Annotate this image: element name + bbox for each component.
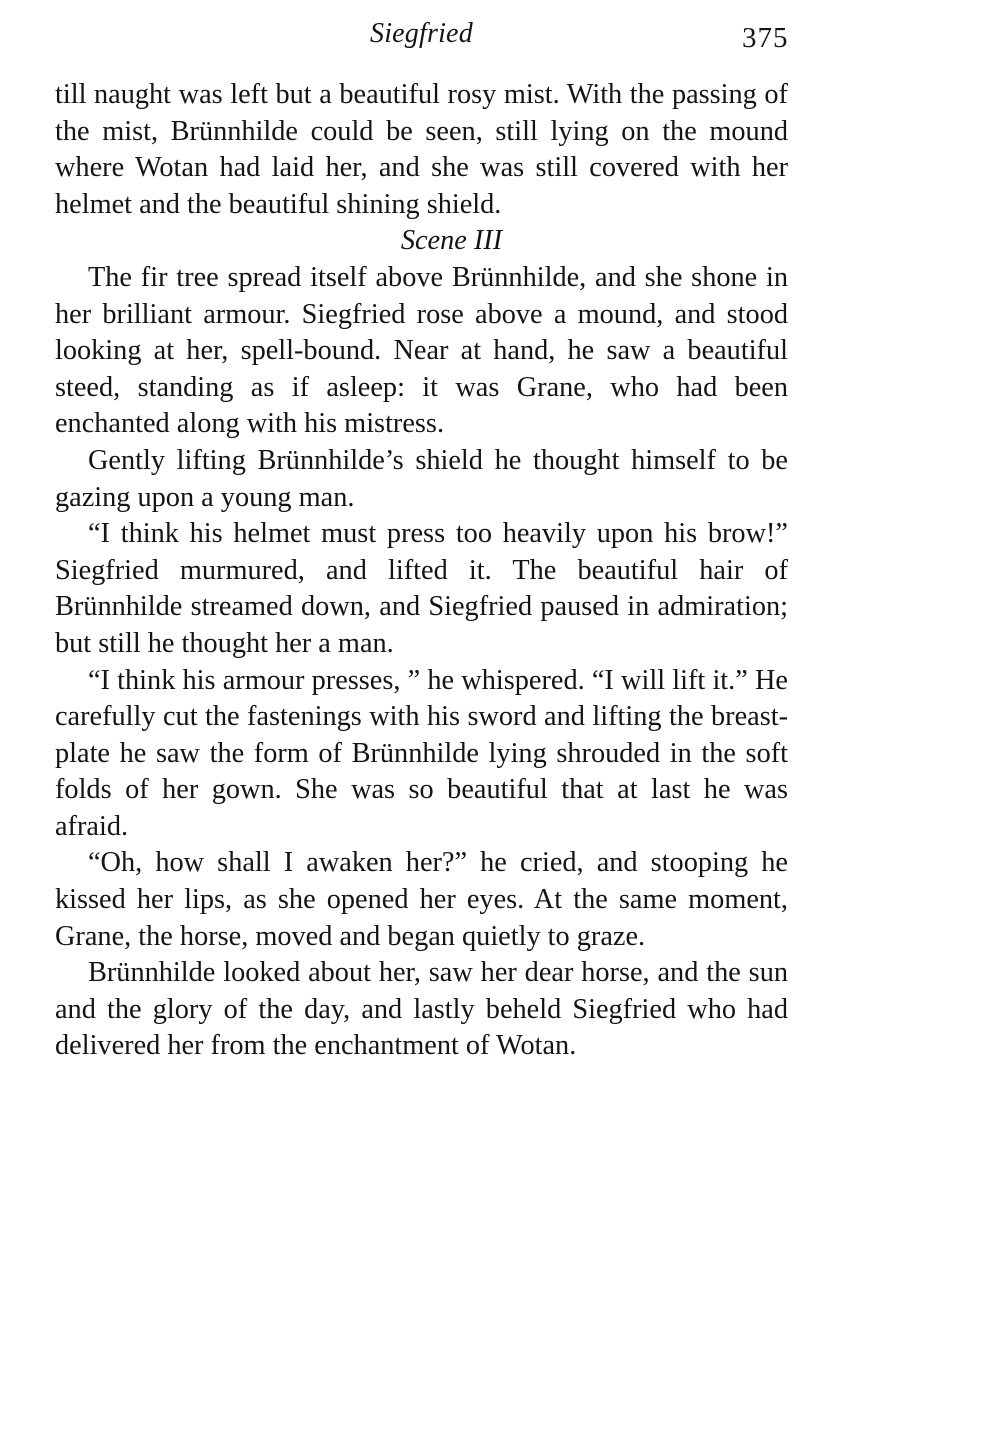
paragraph: “I think his helmet must press too heavily upon his brow!” Siegfried murmured, and lifted it. The beautiful hair of Brünnhilde streamed down, and Siegfried paused in admiration; but still he thought her a man. [55, 518, 788, 659]
scene-heading: Scene III [400, 225, 503, 257]
paragraph: Brünnhilde looked about her, saw her dear horse, and the sun and the glory of the day, and lastly beheld Siegfried who had delivered her from the enchantment of Wotan. [55, 957, 788, 1062]
paragraph: The fir tree spread itself above Brünnhilde, and she shone in her brilliant armour. Siegfried rose above a mound, and stood looking at her, spell-bound. Near at hand, he saw a beautiful steed, standing as if asleep: it was Grane, who had been enchanted along with his mistress. [55, 261, 788, 440]
paragraph: Gently lifting Brünnhilde’s shield he thought himself to be gazing upon a young man. [55, 444, 788, 513]
paragraph-continued: till naught was left but a beautiful rosy mist. With the passing of the mist, Brünnhilde could be seen, still lying on the mound where Wotan had laid her, and she was still covered with her helmet and the beautiful shining shield. [55, 79, 788, 220]
paragraph: “I think his armour presses, ” he whispered. “I will lift it.” He carefully cut the fastenings with his sword and lifting the breast-plate he saw the form of Brünnhilde lying shrouded in the soft folds of her gown. She was so beautiful that at last he was afraid. [55, 664, 788, 842]
page-number: 375 [742, 22, 789, 54]
paragraph: “Oh, how shall I awaken her?” he cried, and stooping he kissed her lips, as she opened her eyes. At the same moment, Grane, the horse, moved and began quietly to graze. [55, 847, 788, 952]
body-text [55, 77, 788, 1065]
running-head-title: Siegfried [370, 18, 473, 49]
